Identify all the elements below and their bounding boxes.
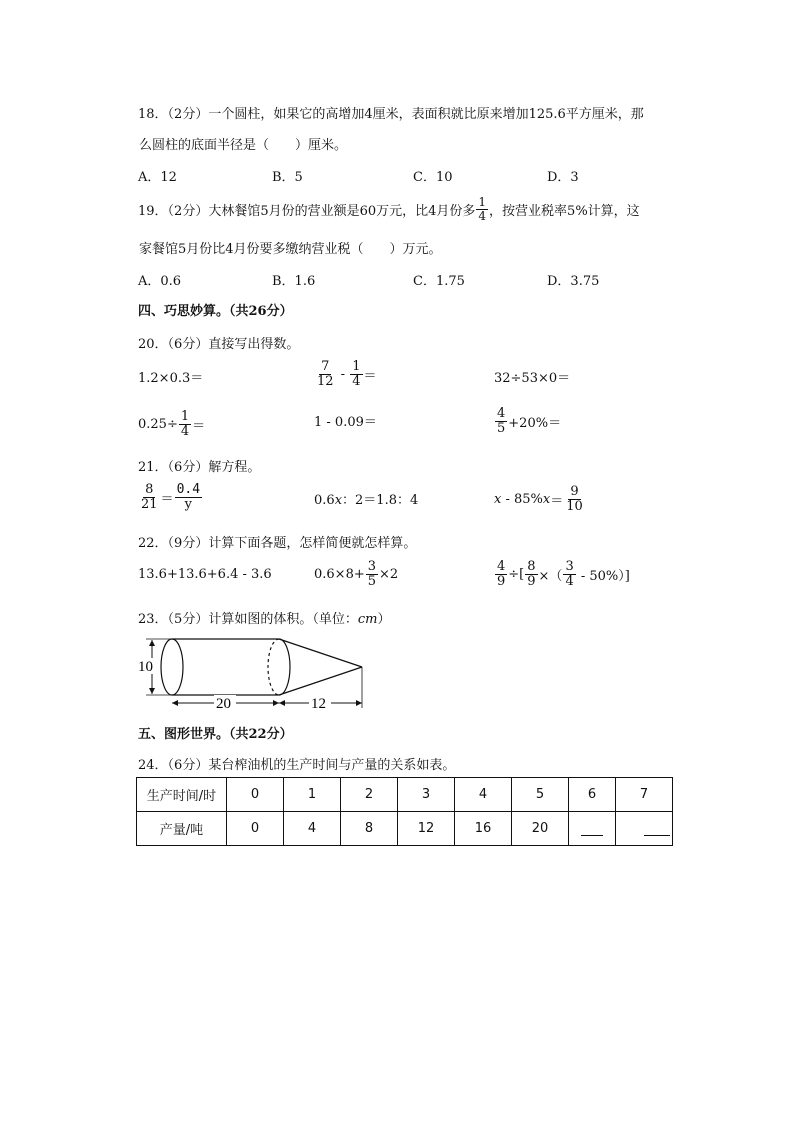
q20-expr-3: 32÷53×0＝: [494, 371, 571, 386]
q22-e3-frac-1: [495, 560, 507, 588]
table-row-output: [137, 812, 673, 846]
q22-expr-1: 13.6+13.6+6.4 - 3.6: [138, 567, 272, 582]
q19-line1-text-b: ，按营业税率5%计算，这: [489, 203, 640, 219]
q19-line1-text-a: 19．（2分）大林餐馆5月份的营业额是60万元，比4月份多: [138, 203, 476, 219]
q21-e1-frac-2: [175, 483, 202, 511]
answer-blank[interactable]: [581, 823, 603, 836]
cyl-arrow-left: [172, 700, 178, 706]
q20-e2-frac-1: [315, 360, 336, 388]
q18-option-d: D．3: [547, 170, 579, 185]
height-arrow-down: [149, 688, 155, 694]
cyl-arrow-right: [273, 700, 279, 706]
q23-title: [138, 608, 390, 627]
q20-e2-n2: 1: [352, 359, 361, 374]
q20-e4-pre: 0.25÷: [138, 416, 178, 432]
q20-e6-n: 4: [497, 406, 506, 421]
q20-expr-2: [314, 360, 377, 388]
q20-e4-d: 4: [180, 423, 190, 439]
q21-e1-frac-1: [139, 483, 160, 511]
q21-e3-eq: ＝: [550, 493, 564, 509]
cone-bottom-edge: [279, 667, 362, 695]
q19-line2: 家餐馆5月份比4月份要多缴纳营业税（ ）万元。: [139, 242, 442, 257]
q21-e3-frac: [564, 485, 585, 513]
q21-equation-3: [494, 485, 586, 513]
q18-option-a: A．12: [138, 170, 177, 185]
q20-expr-6: [494, 407, 561, 435]
q19-frac-numerator: 1: [478, 195, 487, 209]
time-cell: 5: [512, 778, 569, 812]
q18-line1: 18．（2分）一个圆柱，如果它的高增加4厘米，表面积就比原来增加125.6平方厘米，那: [138, 107, 644, 122]
q21-equation-2: [314, 489, 418, 508]
q21-equation-1: [138, 483, 203, 511]
q22-title: 22．（9分）计算下面各题，怎样简便就怎样算。: [138, 536, 417, 551]
q22-e2-pre: 0.6×8+: [314, 566, 365, 582]
q20-e4-frac: [179, 410, 191, 438]
q18-line2: 么圆柱的底面半径是（ ）厘米。: [139, 138, 348, 153]
q22-e3-op1: ÷[: [508, 566, 525, 582]
q22-e2-n: 3: [367, 559, 377, 574]
q21-e3-x2: x: [542, 491, 551, 507]
output-cell: 12: [398, 812, 455, 846]
q22-e3-d1: 9: [497, 573, 506, 589]
q24-title: 24．（6分）某台榨油机的生产时间与产量的关系如表。: [138, 758, 456, 773]
cone-arrow-left: [279, 700, 285, 706]
cylinder-length-label: 20: [216, 696, 231, 712]
output-cell: 16: [455, 812, 512, 846]
section-5-heading: 五、图形世界。（共22分）: [138, 727, 293, 742]
q21-title: 21．（6分）解方程。: [138, 460, 261, 475]
q22-e3-post: - 50%）]: [576, 568, 630, 584]
q19-option-a: A．0.6: [138, 274, 182, 289]
q20-e6-post: +20%＝: [508, 415, 562, 431]
q20-e2-n1: 7: [321, 359, 330, 374]
cylinder-right-face-visible: [279, 639, 290, 695]
q21-e1-eq: ＝: [160, 491, 174, 507]
row-header-time: 生产时间/时: [137, 778, 227, 812]
q21-e1-n2: 0.4: [176, 482, 201, 497]
q21-e2-post: ：2＝1.8：4: [342, 493, 419, 508]
height-arrow-up: [149, 640, 155, 646]
q21-e3-d: 10: [566, 498, 583, 514]
time-cell: 0: [227, 778, 284, 812]
q22-e3-n2: 8: [527, 559, 536, 574]
output-cell: 20: [512, 812, 569, 846]
time-cell: 6: [569, 778, 616, 812]
time-cell: 4: [455, 778, 512, 812]
q20-expr-1: 1.2×0.3＝: [138, 371, 204, 386]
q19-fraction: [476, 196, 488, 222]
q22-e3-n3: 3: [565, 559, 574, 574]
q21-e2-x: x: [334, 493, 343, 508]
q20-e2-frac-2: [350, 360, 362, 388]
output-cell: 0: [227, 812, 284, 846]
q20-e2-d2: 4: [352, 373, 361, 389]
q22-e2-d: 5: [367, 573, 377, 589]
q21-e1-n1: 8: [145, 482, 154, 497]
q21-e3-x1: x: [494, 491, 502, 507]
q18-option-b: B．5: [272, 170, 303, 185]
q19-option-c: C．1.75: [413, 274, 465, 289]
cone-length-label: 12: [311, 696, 326, 712]
table-row-time: [137, 778, 673, 812]
cylinder-cone-figure: [134, 632, 374, 712]
q22-e3-frac-3: [563, 560, 575, 588]
time-cell: 2: [341, 778, 398, 812]
q20-e2-d1: 12: [317, 373, 334, 389]
output-cell: 4: [284, 812, 341, 846]
row-header-output: 产量/吨: [137, 812, 227, 846]
q21-e3-mid: - 85%: [501, 491, 543, 507]
answer-blank-cell[interactable]: [569, 812, 616, 846]
q20-expr-5: 1 - 0.09＝: [314, 415, 377, 430]
q22-e2-post: ×2: [379, 566, 399, 582]
q18-option-c: C．10: [413, 170, 453, 185]
height-label: 10: [138, 659, 153, 675]
q22-e3-n1: 4: [497, 559, 506, 574]
answer-blank-cell[interactable]: [616, 812, 673, 846]
time-cell: 1: [284, 778, 341, 812]
production-table: [136, 777, 673, 846]
q20-e4-n: 1: [180, 409, 190, 424]
q23-title-post: ）: [377, 612, 391, 627]
cone-arrow-right: [356, 700, 362, 706]
cylinder-left-face: [161, 639, 183, 695]
section-4-heading: 四、巧思妙算。（共26分）: [138, 304, 293, 319]
q22-e2-frac: [366, 560, 378, 588]
q22-e3-frac-2: [525, 560, 537, 588]
q21-e3-n: 9: [570, 484, 579, 499]
q23-title-pre: 23．（5分）计算如图的体积。（单位：: [138, 612, 358, 627]
q20-e4-eq: ＝: [192, 418, 206, 434]
q19-option-d: D．3.75: [547, 274, 600, 289]
q21-e1-d2: y: [184, 496, 192, 512]
q21-e2-pre: 0.6: [314, 493, 335, 508]
q19-frac-denominator: 4: [478, 208, 487, 223]
q20-title: 20．（6分）直接写出得数。: [138, 337, 300, 352]
q22-e3-d3: 4: [565, 573, 574, 589]
output-cell: 8: [341, 812, 398, 846]
q22-e3-op2: ×（: [538, 568, 563, 584]
q20-e2-eq: ＝: [363, 368, 377, 384]
cylinder-right-face-hidden: [268, 639, 279, 695]
answer-blank[interactable]: [644, 823, 670, 836]
q19-option-b: B．1.6: [272, 274, 316, 289]
q22-e3-d2: 9: [527, 573, 536, 589]
time-cell: 7: [616, 778, 673, 812]
q22-expr-2: [314, 560, 398, 588]
q21-e1-d1: 21: [141, 496, 158, 512]
time-cell: 3: [398, 778, 455, 812]
q20-e6-frac: [495, 407, 507, 435]
q22-expr-3: [494, 560, 630, 588]
cone-top-edge: [279, 639, 362, 667]
q20-e6-d: 5: [497, 420, 506, 436]
q20-expr-4: [138, 410, 205, 438]
q23-unit: cm: [357, 612, 378, 627]
q19-line1: [138, 196, 640, 222]
q20-e2-op: -: [336, 366, 350, 382]
